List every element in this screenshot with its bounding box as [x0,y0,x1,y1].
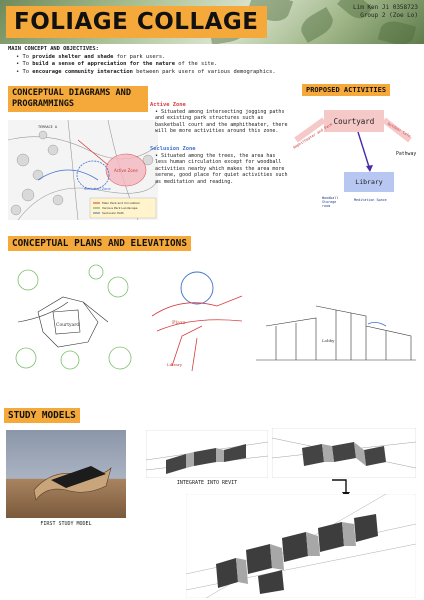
section-activities: PROPOSED ACTIVITIES [302,84,390,96]
legend-item: Seclusion Path [102,211,124,215]
author-name: Lim Ken Ji 0358723 [352,4,418,11]
pathway-label: Pathway [396,152,417,157]
caption-first-model: FIRST STUDY MODEL [40,521,92,527]
library-sub-meditation: Meditation Space [354,198,387,202]
seclusion-zone-title: Seclusion Zone [150,146,196,152]
sketch-label-courtyard: Courtyard [56,323,80,328]
site-diagram [8,120,158,220]
author-group: Group 2 (Zoe Lo) [360,12,418,19]
section-plans: CONCEPTUAL PLANS AND ELEVATIONS [8,236,191,251]
map-label-active: Active Zone [114,168,138,173]
revit-model-1 [146,430,268,478]
revit-model-2 [272,428,416,478]
sketch-label-lobby: Lobby [322,338,335,343]
left-arm-label: Amphitheater and Farm [292,122,334,150]
map-label-seclusion: Seclusion Zone [84,187,111,191]
header-banner [0,0,424,44]
legend-item: Main Park and Circulation [102,201,141,205]
study-model-shape [6,430,126,518]
leaf-decoration [378,18,417,44]
study-model-photo [6,430,126,518]
courtyard-box: Courtyard [324,110,384,132]
section-diagrams: CONCEPTUAL DIAGRAMS AND PROGRAMMINGS [8,86,148,112]
legend-item: Various Park Landscape [102,206,138,210]
objectives-heading: MAIN CONCEPT AND OBJECTIVES: [8,46,99,52]
section-models: STUDY MODELS [4,408,80,423]
right-arm-label: Outdoor Cafe [386,121,412,139]
library-sub-storage: Woodball Storage room [322,196,339,208]
title-box [6,6,267,38]
map-label-road: TERRACE A [38,125,57,129]
caption-revit: INTEGRATE INTO REVIT [176,480,238,486]
library-box: Library [344,172,394,192]
sketch-label-plaza: Plaza [172,320,186,326]
objective-item: • To encourage community interaction between park users of various demographics. [16,69,328,77]
activities-diagram [286,100,416,230]
plan-sketch-2 [142,266,252,376]
plan-sketch-1 [8,262,138,372]
elevation-sketch [256,296,416,368]
objective-item: • To provide shelter and shade for park users. [16,54,328,62]
seclusion-zone-text [150,146,288,186]
objectives [8,46,328,76]
seclusion-zone-desc: • Situated among the trees, the area has less human circulation except for woodball activities nearby which makes the area more serene, good place for quiet activities such as meditation and reading. [155,153,288,186]
sketch-label-library: Library [167,362,182,367]
author-info [353,4,418,20]
active-zone-title: Active Zone [150,102,186,108]
page-title: FOLIAGE COLLAGE [14,9,259,35]
objective-item: • To build a sense of appreciation for the nature of the site. [16,61,328,69]
active-zone-desc: • Situated among intersecting jogging paths and existing park structures such as basketball court and the amphitheater, there will be more activities around this zone. [155,109,288,135]
leaf-decoration [297,7,337,43]
active-zone-text [150,102,288,135]
revit-model-3 [186,494,416,598]
